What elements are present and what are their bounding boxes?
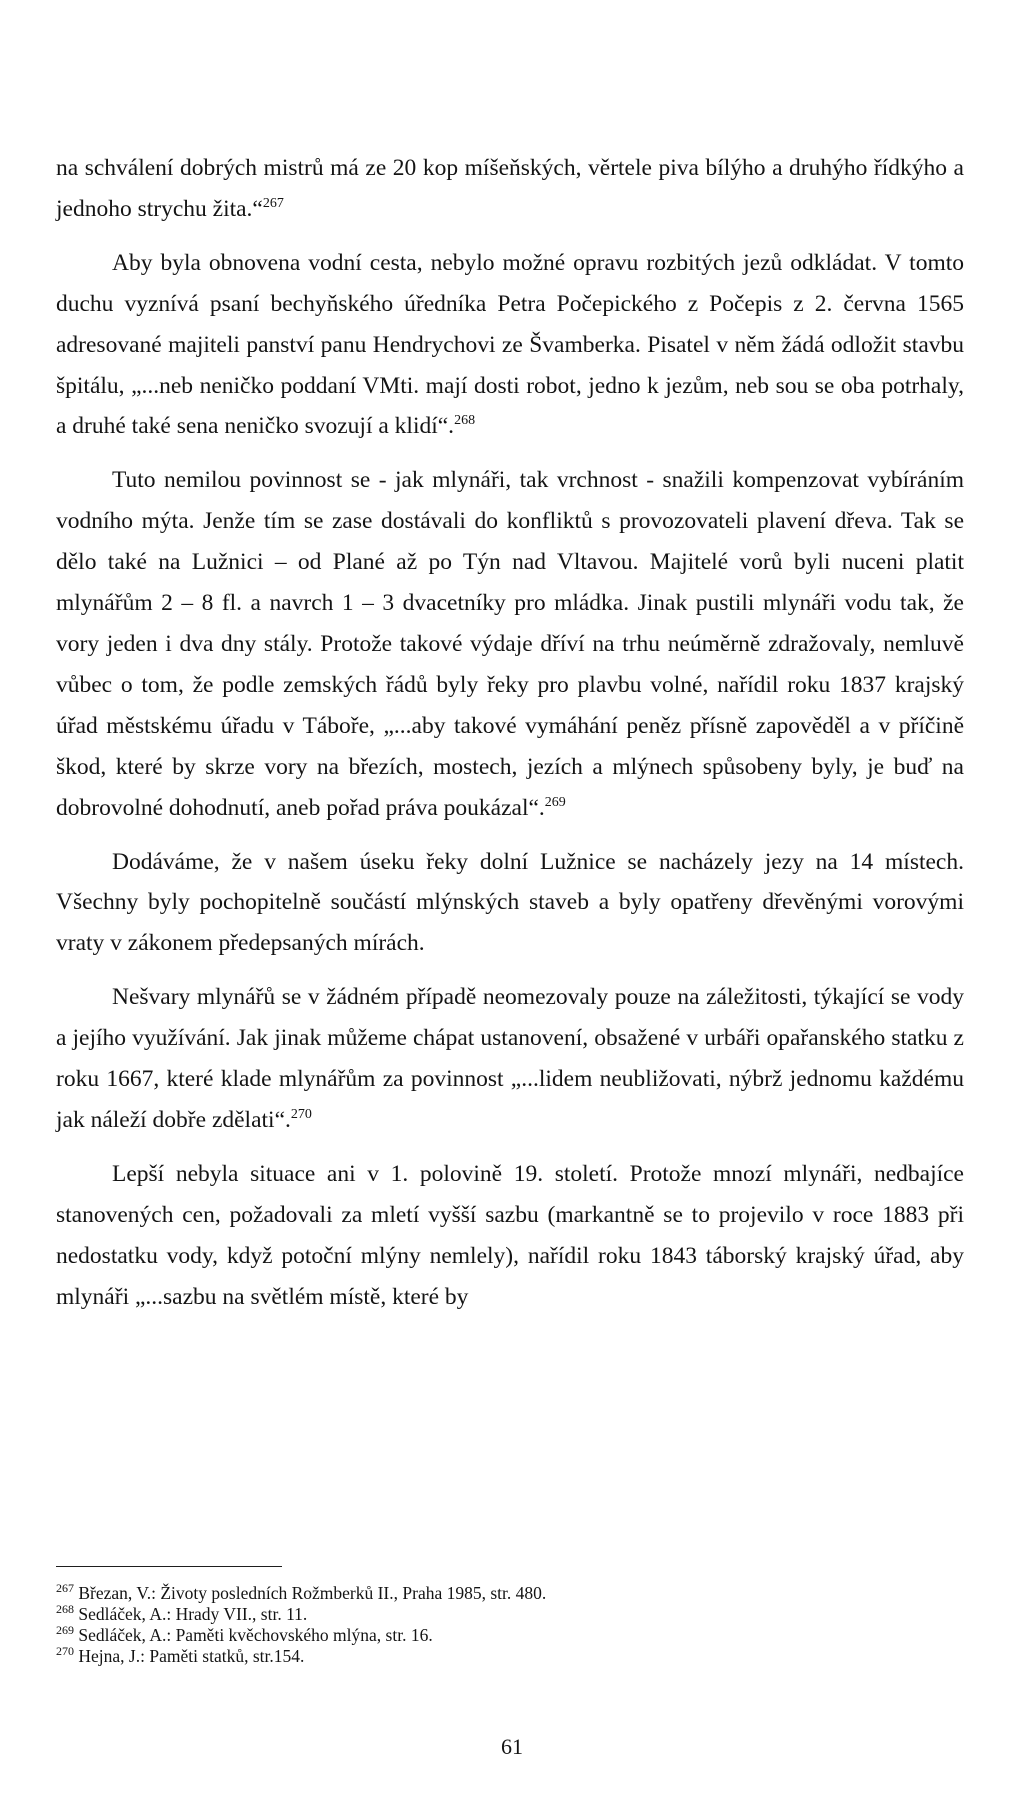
paragraph-text: Aby byla obnovena vodní cesta, nebylo možné opravu rozbitých jezů odkládat. V tomto duchu vyznívá psaní bechyňského úředníka Petra Počepického z Počepis z 2. června 1565 adresované majiteli panství panu Hendrychovi ze Švamberka. Pisatel v něm žádá odložit stavbu špitálu, „...neb neničko poddaní VMti. mají dosti robot, jedno k jezům, neb sou se oba potrhaly, a druhé také sena neničko svozují a klidí“.	[56, 249, 964, 440]
footnote-item	[56, 1646, 964, 1667]
paragraph-text: Lepší nebyla situace ani v 1. polovině 19. století. Protože mnozí mlynáři, nedbajíce stanovených cen, požadovali za mletí vyšší sazbu (markantně se to projevilo v roce 1883 při nedostatku vody, když potoční mlýny nemlely), nařídil roku 1843 táborský krajský úřad, aby mlynáři „...sazbu na světlém místě, které by	[56, 1160, 964, 1310]
paragraph-weirs	[56, 243, 964, 448]
footnote-item	[56, 1604, 964, 1625]
footnote-reference: 270	[290, 1106, 312, 1122]
footnote-text: Hejna, J.: Paměti statků, str.154.	[78, 1646, 305, 1666]
footnote-number: 269	[56, 1623, 74, 1637]
main-text	[56, 148, 964, 1317]
paragraph-millers-misconduct	[56, 977, 964, 1141]
footnote-number: 268	[56, 1602, 74, 1616]
footnote-text: Sedláček, A.: Hrady VII., str. 11.	[78, 1604, 308, 1624]
footnote-reference: 269	[544, 794, 566, 810]
page-number: 61	[501, 1734, 523, 1759]
paragraph-weir-count	[56, 842, 964, 965]
paragraph-water-toll	[56, 460, 964, 828]
footnote-item	[56, 1625, 964, 1646]
footnote-item	[56, 1583, 964, 1604]
footnote-number: 267	[56, 1581, 74, 1595]
paragraph-continuation	[56, 148, 964, 230]
footnote-text: Sedláček, A.: Paměti kvěchovského mlýna, str. 16.	[78, 1625, 433, 1645]
paragraph-19th-century	[56, 1154, 964, 1318]
footnote-separator	[56, 1566, 282, 1567]
paragraph-text: na schválení dobrých mistrů má ze 20 kop míšeňských, věrtele piva bílýho a druhýho řídkýho a jednoho strychu žita.“	[56, 155, 964, 222]
footnote-number: 270	[56, 1644, 74, 1658]
paragraph-text: Dodáváme, že v našem úseku řeky dolní Lužnice se nacházely jezy na 14 místech. Všechny byly pochopitelně součástí mlýnských staveb a byly opatřeny dřevěnými vorovými vraty v zákonem předepsaných mírách.	[56, 848, 964, 957]
footnote-text: Březan, V.: Životy posledních Rožmberků II., Praha 1985, str. 480.	[78, 1583, 547, 1603]
footnotes-list	[56, 1583, 964, 1667]
footnote-reference: 268	[454, 413, 476, 429]
paragraph-text: Tuto nemilou povinnost se - jak mlynáři, tak vrchnost - snažili kompenzovat vybíráním vodního mýta. Jenže tím se zase dostávali do konfliktů s provozovateli plavení dřeva. Tak se dělo také na Lužnici – od Plané až po Týn nad Vltavou. Majitelé vorů byli nuceni platit mlynářům 2 – 8 fl. a navrch 1 – 3 dvacetníky pro mládka. Jinak pustili mlynáři vodu tak, že vory jeden i dva dny stály. Protože takové výdaje dříví na trhu neúměrně zdražovaly, nemluvě vůbec o tom, že podle zemských řádů byly řeky pro plavbu volné, nařídil roku 1837 krajský úřad městskému úřadu v Táboře, „...aby takové vymáhání peněz přísně zapověděl a v příčině škod, které by skrze vory na březích, mostech, jezích a mlýnech spůsobeny byly, je buď na dobrovolné dohodnutí, aneb pořad práva poukázal“.	[56, 467, 964, 821]
paragraph-text: Nešvary mlynářů se v žádném případě neomezovaly pouze na záležitosti, týkající se vody a jejího využívání. Jak jinak můžeme chápat ustanovení, obsažené v urbáři opařanského statku z roku 1667, které klade mlynářům za povinnost „...lidem neubližovati, nýbrž jednomu každému jak náleží dobře zdělati“.	[56, 984, 964, 1133]
footnote-reference: 267	[262, 195, 284, 211]
